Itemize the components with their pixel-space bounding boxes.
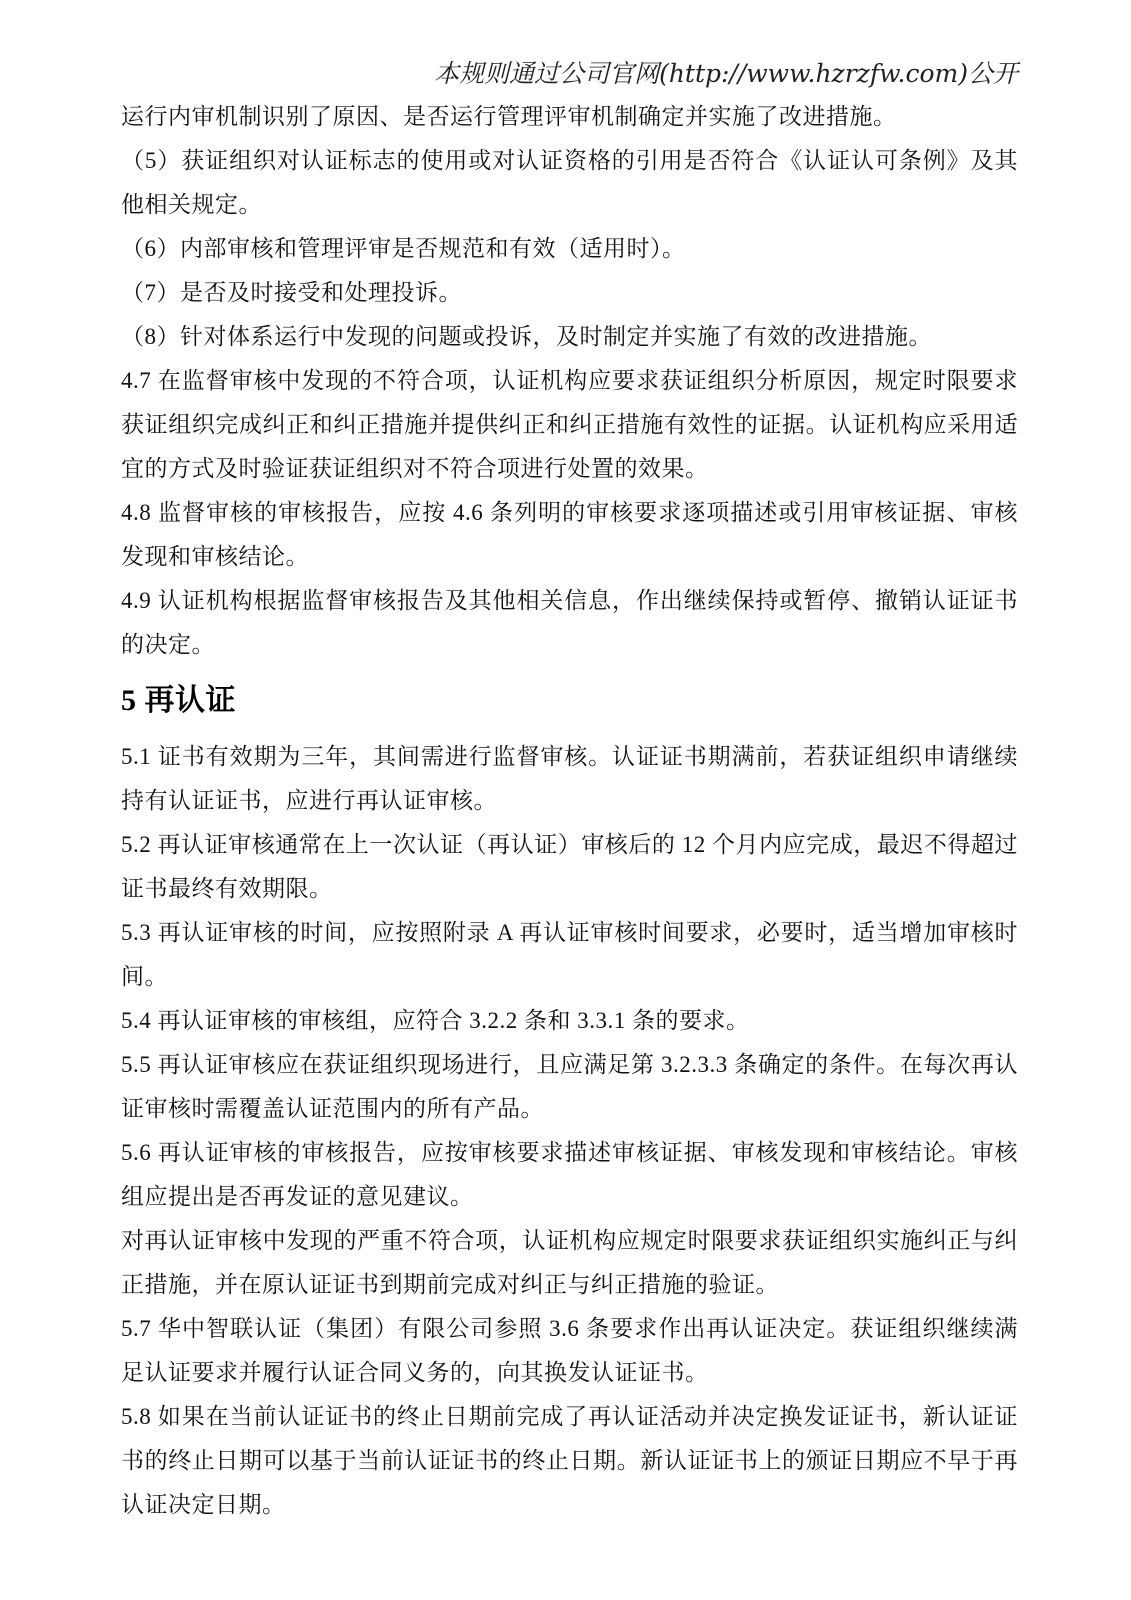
paragraph-5-7: 5.7 华中智联认证（集团）有限公司参照 3.6 条要求作出再认证决定。获证组织继续满足认证要求并履行认证合同义务的，向其换发认证证书。 [121,1316,1018,1385]
paragraph-5-3: 5.3 再认证审核的时间，应按照附录 A 再认证审核时间要求，必要时，适当增加审核时间。 [121,920,1018,989]
page-header-note: 本规则通过公司官网(http://www.hzrzfw.com)公开 [434,59,1018,88]
paragraph-4-7: 4.7 在监督审核中发现的不符合项，认证机构应要求获证组织分析原因，规定时限要求获证组织完成纠正和纠正措施并提供纠正和纠正措施有效性的证据。认证机构应采用适宜的方式及时验证获证组织对不符合项进行处置的效果。 [121,368,1018,481]
list-item-8: （8）针对体系运行中发现的问题或投诉，及时制定并实施了有效的改进措施。 [121,324,932,349]
paragraph-5-6: 5.6 再认证审核的审核报告，应按审核要求描述审核证据、审核发现和审核结论。审核组应提出是否再发证的意见建议。 [121,1140,1018,1209]
paragraph-5-5: 5.5 再认证审核应在获证组织现场进行，且应满足第 3.2.3.3 条确定的条件。在每次再认证审核时需覆盖认证范围内的所有产品。 [121,1052,1018,1121]
list-item-5: （5）获证组织对认证标志的使用或对认证资格的引用是否符合《认证认可条例》及其他相关规定。 [121,148,1018,217]
list-item-7: （7）是否及时接受和处理投诉。 [121,280,462,305]
document-body [121,95,1018,1527]
paragraph-5-8: 5.8 如果在当前认证证书的终止日期前完成了再认证活动并决定换发证证书，新认证证书的终止日期可以基于当前认证证书的终止日期。新认证证书上的颁证日期应不早于再认证决定日期。 [121,1404,1018,1517]
paragraph-5-4: 5.4 再认证审核的审核组，应符合 3.2.2 条和 3.3.1 条的要求。 [121,1008,750,1033]
paragraph-5-2: 5.2 再认证审核通常在上一次认证（再认证）审核后的 12 个月内应完成，最迟不得超过证书最终有效期限。 [121,832,1018,901]
list-item-6: （6）内部审核和管理评审是否规范和有效（适用时）。 [121,236,686,261]
paragraph-4-8: 4.8 监督审核的审核报告，应按 4.6 条列明的审核要求逐项描述或引用审核证据、审核发现和审核结论。 [121,500,1018,569]
paragraph-nonconformity-handling: 对再认证审核中发现的严重不符合项，认证机构应规定时限要求获证组织实施纠正与纠正措施，并在原认证证书到期前完成对纠正与纠正措施的验证。 [121,1228,1018,1297]
paragraph-5-1: 5.1 证书有效期为三年，其间需进行监督审核。认证证书期满前，若获证组织申请继续持有认证证书，应进行再认证审核。 [121,744,1018,813]
section-heading-5-recertification: 5 再认证 [121,684,236,717]
paragraph-4-9: 4.9 认证机构根据监督审核报告及其他相关信息，作出继续保持或暂停、撤销认证证书的决定。 [121,588,1018,657]
paragraph-continuation: 运行内审机制识别了原因、是否运行管理评审机制确定并实施了改进措施。 [121,104,897,129]
